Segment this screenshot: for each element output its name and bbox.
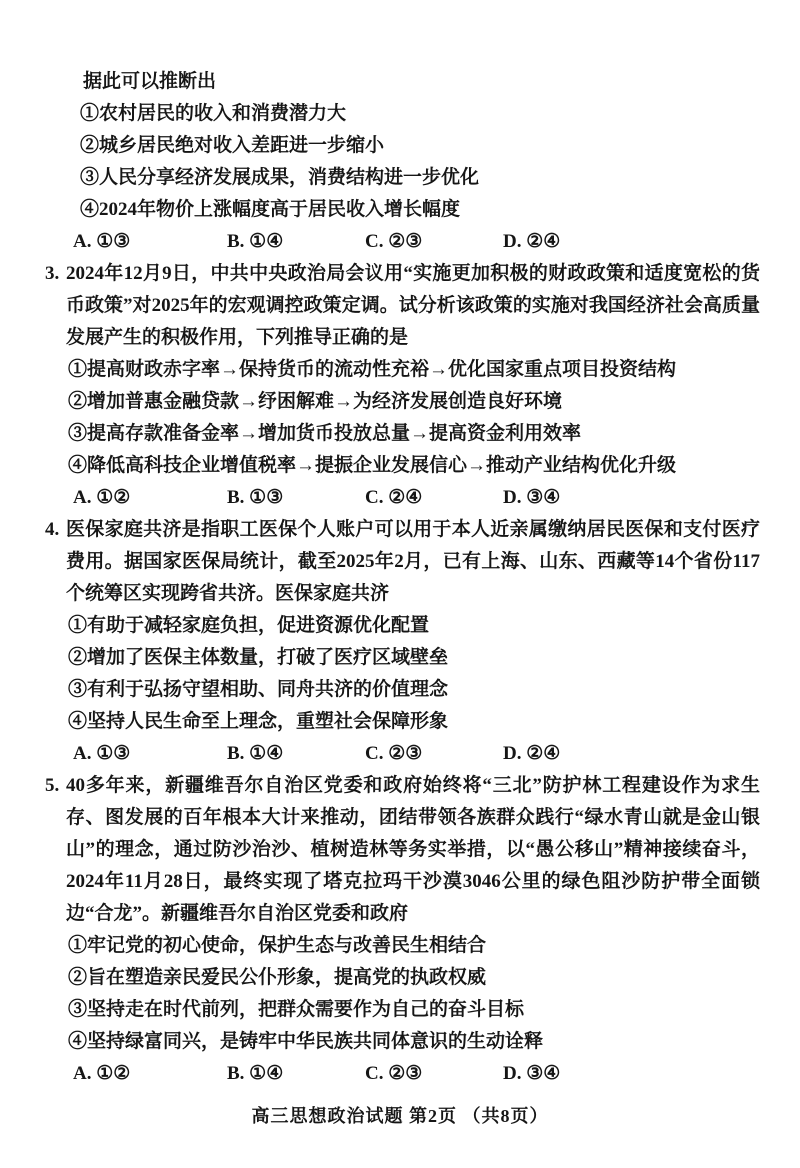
question-stem-text: 医保家庭共济是指职工医保个人账户可以用于本人近亲属缴纳居民医保和支付医疗费用。据国家医保局统计，截至2025年2月，已有上海、山东、西藏等14个省份117个统筹区实现跨省共济。医保家庭共济 [66, 519, 760, 604]
statement-1: ①有助于减轻家庭负担，促进资源优化配置 [68, 615, 430, 636]
question-stem-text: 2024年12月9日，中共中央政治局会议用“实施更加积极的财政政策和适度宽松的货币政策”对2025年的宏观调控政策定调。试分析该政策的实施对我国经济社会高质量发展产生的积极作用，下列推导正确的是 [66, 263, 760, 348]
statement-4: ④坚持人民生命至上理念，重塑社会保障形象 [68, 711, 449, 732]
choice-d: D. ②④ [503, 743, 561, 764]
choice-d: D. ③④ [503, 487, 561, 508]
statement-4: ④坚持绿富同兴，是铸牢中华民族共同体意识的生动诠释 [68, 1031, 544, 1052]
statement-2: ②增加了医保主体数量，打破了医疗区域壁垒 [68, 647, 449, 668]
answer-choices [45, 1058, 760, 1090]
question-3 [45, 258, 760, 514]
question-number: 3. [45, 263, 60, 284]
choice-b: B. ①③ [227, 487, 284, 508]
statement-1: ①农村居民的收入和消费潜力大 [80, 103, 347, 124]
statement-2: ②旨在塑造亲民爱民公仆形象，提高党的执政权威 [68, 967, 487, 988]
choice-d: D. ③④ [503, 1063, 561, 1084]
statement-3: ③人民分享经济发展成果，消费结构进一步优化 [80, 167, 480, 188]
statement-2: ②增加普惠金融贷款→纾困解难→为经济发展创造良好环境 [68, 391, 563, 412]
choice-c: C. ②④ [365, 487, 423, 508]
choice-a: A. ①② [73, 1063, 131, 1084]
question-stem [45, 770, 760, 930]
question-stem [45, 514, 760, 610]
choice-c: C. ②③ [365, 743, 423, 764]
choice-b: B. ①④ [227, 231, 284, 252]
question-5 [45, 770, 760, 1090]
statement-2: ②城乡居民绝对收入差距进一步缩小 [80, 135, 385, 156]
question-stem [45, 258, 760, 354]
statement-1: ①牢记党的初心使命，保护生态与改善民生相结合 [68, 935, 487, 956]
statement-3: ③提高存款准备金率→增加货币投放总量→提高资金利用效率 [68, 423, 582, 444]
question-number: 4. [45, 519, 60, 540]
choice-b: B. ①④ [227, 1063, 284, 1084]
question-4 [45, 514, 760, 770]
answer-choices [45, 738, 760, 770]
page-footer: 高三思想政治试题 第2页 （共8页） [251, 1106, 549, 1126]
choice-c: C. ②③ [365, 1063, 423, 1084]
question-lead: 据此可以推断出 [83, 71, 217, 92]
statement-4: ④2024年物价上涨幅度高于居民收入增长幅度 [80, 199, 461, 220]
question-number: 5. [45, 775, 60, 796]
answer-choices [45, 226, 760, 258]
statement-3: ③有利于弘扬守望相助、同舟共济的价值理念 [68, 679, 449, 700]
answer-choices [45, 482, 760, 514]
choice-d: D. ②④ [503, 231, 561, 252]
statement-1: ①提高财政赤字率→保持货币的流动性充裕→优化国家重点项目投资结构 [68, 359, 677, 380]
choice-a: A. ①③ [73, 743, 131, 764]
choice-c: C. ②③ [365, 231, 423, 252]
question-2-continuation [45, 66, 760, 258]
statement-4: ④降低高科技企业增值税率→提振企业发展信心→推动产业结构优化升级 [68, 455, 677, 476]
choice-a: A. ①② [73, 487, 131, 508]
question-stem-text: 40多年来，新疆维吾尔自治区党委和政府始终将“三北”防护林工程建设作为求生存、图发展的百年根本大计来推动，团结带领各族群众践行“绿水青山就是金山银山”的理念，通过防沙治沙、植树造林等务实举措，以“愚公移山”精神接续奋斗，2024年11月28日，最终实现了塔克拉玛干沙漠3046公里的绿色阻沙防护带全面锁边“合龙”。新疆维吾尔自治区党委和政府 [66, 775, 760, 924]
choice-a: A. ①③ [73, 231, 131, 252]
page-content [45, 66, 760, 1090]
choice-b: B. ①④ [227, 743, 284, 764]
statement-3: ③坚持走在时代前列，把群众需要作为自己的奋斗目标 [68, 999, 525, 1020]
